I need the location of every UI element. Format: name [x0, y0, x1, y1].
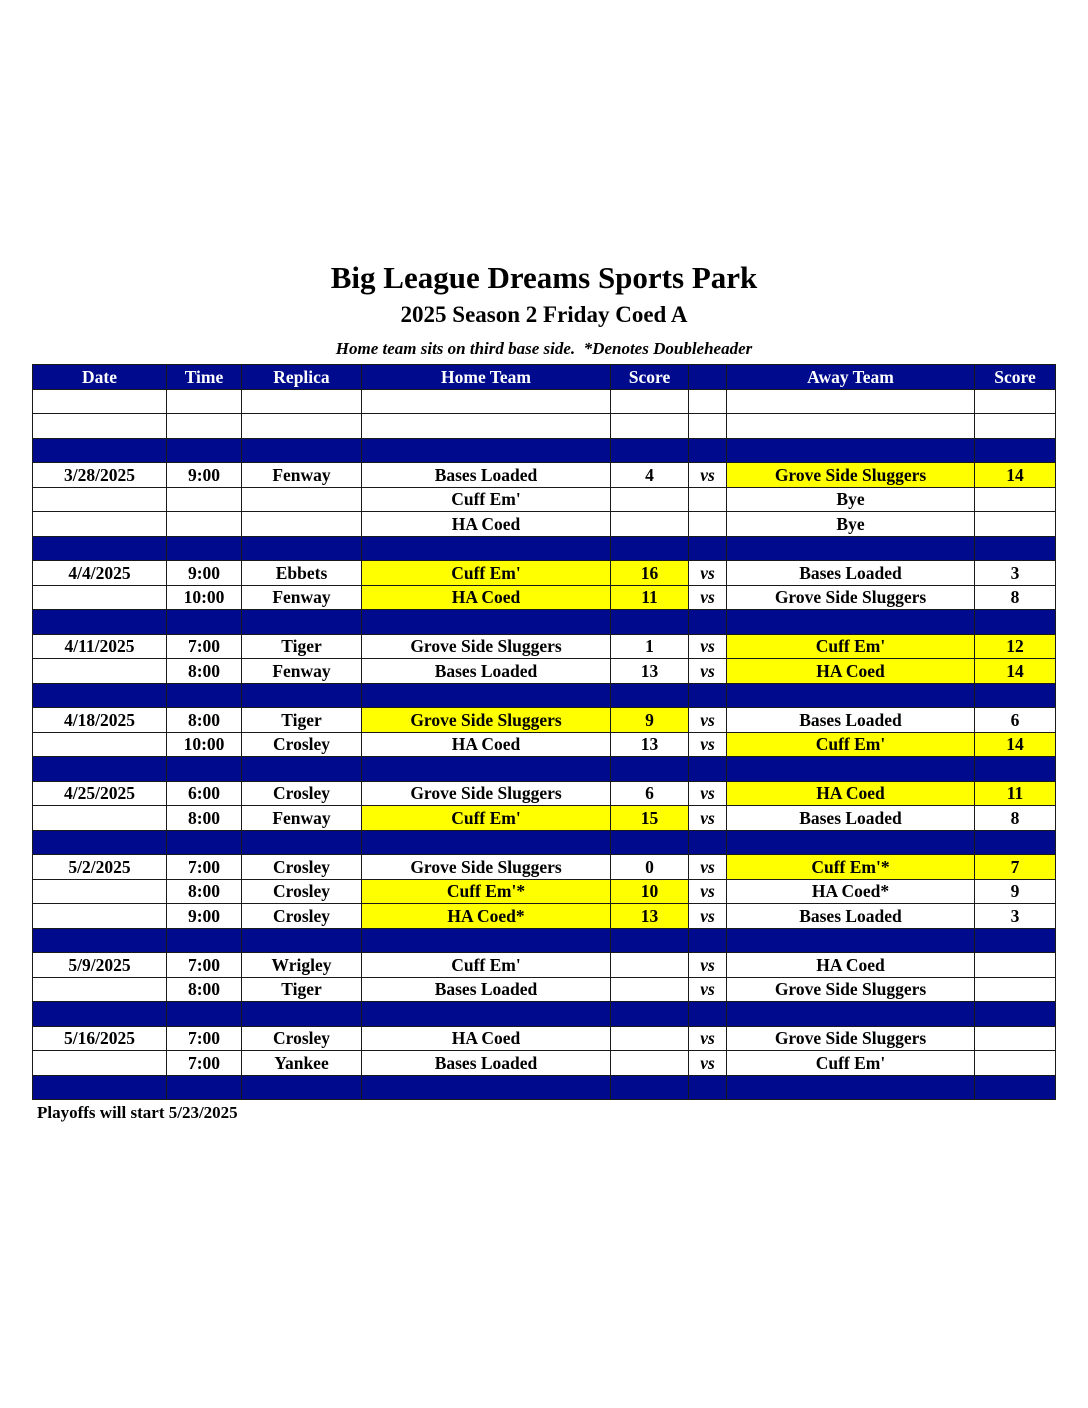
date-cell	[33, 414, 167, 439]
away-score-cell: 14	[975, 659, 1056, 684]
away-team-cell	[727, 928, 975, 953]
home-score-cell: 16	[611, 561, 689, 586]
date-cell: 5/2/2025	[33, 855, 167, 880]
home-score-cell	[611, 536, 689, 561]
time-cell	[167, 438, 242, 463]
away-score-cell: 12	[975, 634, 1056, 659]
time-cell	[167, 512, 242, 537]
replica-cell	[242, 928, 362, 953]
home-team-cell: HA Coed	[362, 732, 611, 757]
away-team-cell: Bye	[727, 512, 975, 537]
separator-row	[33, 610, 1056, 635]
home-team-cell: HA Coed*	[362, 904, 611, 929]
replica-cell	[242, 757, 362, 782]
away-score-cell	[975, 438, 1056, 463]
home-score-cell: 10	[611, 879, 689, 904]
home-team-cell	[362, 1075, 611, 1100]
time-cell: 9:00	[167, 904, 242, 929]
vs-cell: vs	[689, 732, 727, 757]
vs-cell: vs	[689, 659, 727, 684]
home-team-cell: Cuff Em'	[362, 953, 611, 978]
schedule-table	[32, 364, 1056, 1100]
vs-cell	[689, 928, 727, 953]
replica-cell: Crosley	[242, 732, 362, 757]
home-team-cell: Cuff Em'	[362, 487, 611, 512]
away-score-cell	[975, 1075, 1056, 1100]
away-team-cell	[727, 438, 975, 463]
vs-cell: vs	[689, 561, 727, 586]
replica-cell: Crosley	[242, 781, 362, 806]
table-row	[33, 904, 1056, 929]
vs-cell: vs	[689, 463, 727, 488]
date-cell	[33, 928, 167, 953]
replica-cell	[242, 438, 362, 463]
home-team-cell: Grove Side Sluggers	[362, 634, 611, 659]
home-team-cell: Cuff Em'	[362, 806, 611, 831]
home-team-cell: Grove Side Sluggers	[362, 855, 611, 880]
home-score-cell	[611, 1051, 689, 1076]
vs-cell: vs	[689, 634, 727, 659]
away-team-cell: Grove Side Sluggers	[727, 977, 975, 1002]
home-team-cell: Grove Side Sluggers	[362, 781, 611, 806]
table-row	[33, 634, 1056, 659]
vs-cell: vs	[689, 977, 727, 1002]
away-score-cell: 8	[975, 585, 1056, 610]
time-cell	[167, 928, 242, 953]
vs-cell	[689, 1002, 727, 1027]
replica-cell: Fenway	[242, 463, 362, 488]
vs-cell	[689, 512, 727, 537]
table-row	[33, 1051, 1056, 1076]
date-cell	[33, 1051, 167, 1076]
home-team-cell: Cuff Em'*	[362, 879, 611, 904]
vs-cell: vs	[689, 1026, 727, 1051]
home-team-cell: Bases Loaded	[362, 659, 611, 684]
away-score-cell: 14	[975, 732, 1056, 757]
vs-cell: vs	[689, 708, 727, 733]
away-team-cell: Cuff Em'	[727, 732, 975, 757]
date-cell	[33, 757, 167, 782]
home-score-cell	[611, 830, 689, 855]
time-cell: 9:00	[167, 463, 242, 488]
replica-cell	[242, 1075, 362, 1100]
home-score-cell	[611, 414, 689, 439]
home-score-cell: 4	[611, 463, 689, 488]
separator-row	[33, 757, 1056, 782]
table-row	[33, 463, 1056, 488]
home-team-cell: HA Coed	[362, 512, 611, 537]
home-score-cell: 15	[611, 806, 689, 831]
home-score-cell	[611, 1002, 689, 1027]
home-score-cell	[611, 438, 689, 463]
away-score-cell	[975, 487, 1056, 512]
replica-cell: Ebbets	[242, 561, 362, 586]
away-team-cell	[727, 610, 975, 635]
date-cell	[33, 585, 167, 610]
col-header-time: Time	[167, 365, 242, 390]
replica-cell: Yankee	[242, 1051, 362, 1076]
home-score-cell	[611, 1026, 689, 1051]
away-score-cell	[975, 1051, 1056, 1076]
away-score-cell: 9	[975, 879, 1056, 904]
away-team-cell	[727, 389, 975, 414]
separator-row	[33, 928, 1056, 953]
date-cell	[33, 683, 167, 708]
replica-cell	[242, 1002, 362, 1027]
away-team-cell: Bases Loaded	[727, 806, 975, 831]
away-score-cell	[975, 1002, 1056, 1027]
away-score-cell	[975, 830, 1056, 855]
time-cell: 10:00	[167, 585, 242, 610]
time-cell	[167, 389, 242, 414]
page-title: Big League Dreams Sports Park	[330, 260, 758, 295]
home-team-cell: HA Coed	[362, 585, 611, 610]
date-cell	[33, 659, 167, 684]
away-score-cell	[975, 683, 1056, 708]
table-row	[33, 781, 1056, 806]
home-score-cell: 13	[611, 732, 689, 757]
replica-cell	[242, 487, 362, 512]
date-cell: 5/9/2025	[33, 953, 167, 978]
date-cell	[33, 438, 167, 463]
date-cell	[33, 830, 167, 855]
away-team-cell	[727, 1075, 975, 1100]
away-team-cell	[727, 757, 975, 782]
home-team-cell	[362, 757, 611, 782]
separator-row	[33, 536, 1056, 561]
vs-cell: vs	[689, 879, 727, 904]
home-team-cell: Bases Loaded	[362, 1051, 611, 1076]
time-cell	[167, 757, 242, 782]
away-team-cell	[727, 536, 975, 561]
time-cell: 10:00	[167, 732, 242, 757]
vs-cell	[689, 610, 727, 635]
col-header-away-team: Away Team	[727, 365, 975, 390]
away-score-cell	[975, 928, 1056, 953]
home-score-cell	[611, 487, 689, 512]
home-team-cell: Bases Loaded	[362, 977, 611, 1002]
away-score-cell	[975, 953, 1056, 978]
vs-cell	[689, 683, 727, 708]
table-row	[33, 879, 1056, 904]
away-score-cell	[975, 1026, 1056, 1051]
home-score-cell: 11	[611, 585, 689, 610]
away-team-cell: Bases Loaded	[727, 561, 975, 586]
away-score-cell	[975, 512, 1056, 537]
away-score-cell	[975, 977, 1056, 1002]
time-cell	[167, 683, 242, 708]
away-team-cell: Grove Side Sluggers	[727, 585, 975, 610]
separator-row	[33, 830, 1056, 855]
home-team-cell	[362, 610, 611, 635]
date-cell	[33, 879, 167, 904]
date-cell	[33, 389, 167, 414]
time-cell: 7:00	[167, 1026, 242, 1051]
vs-cell: vs	[689, 855, 727, 880]
table-row	[33, 977, 1056, 1002]
table-row	[33, 487, 1056, 512]
date-cell	[33, 806, 167, 831]
blank-row	[33, 414, 1056, 439]
vs-cell	[689, 414, 727, 439]
home-score-cell	[611, 928, 689, 953]
replica-cell	[242, 536, 362, 561]
vs-cell	[689, 438, 727, 463]
away-score-cell: 14	[975, 463, 1056, 488]
table-row	[33, 585, 1056, 610]
col-header-date: Date	[33, 365, 167, 390]
away-score-cell	[975, 414, 1056, 439]
blank-row	[33, 389, 1056, 414]
away-team-cell: HA Coed	[727, 953, 975, 978]
date-cell	[33, 904, 167, 929]
time-cell: 8:00	[167, 879, 242, 904]
date-cell: 3/28/2025	[33, 463, 167, 488]
time-cell: 8:00	[167, 806, 242, 831]
time-cell: 7:00	[167, 855, 242, 880]
away-team-cell: HA Coed	[727, 659, 975, 684]
date-cell	[33, 1002, 167, 1027]
home-team-cell: Bases Loaded	[362, 463, 611, 488]
date-cell	[33, 487, 167, 512]
time-cell: 8:00	[167, 659, 242, 684]
date-cell	[33, 512, 167, 537]
time-cell: 7:00	[167, 1051, 242, 1076]
vs-cell: vs	[689, 806, 727, 831]
replica-cell	[242, 683, 362, 708]
separator-row	[33, 683, 1056, 708]
table-row	[33, 708, 1056, 733]
home-team-cell	[362, 928, 611, 953]
vs-cell: vs	[689, 781, 727, 806]
away-score-cell: 3	[975, 904, 1056, 929]
time-cell	[167, 1002, 242, 1027]
vs-cell	[689, 389, 727, 414]
home-score-cell: 6	[611, 781, 689, 806]
table-row	[33, 512, 1056, 537]
home-score-cell: 13	[611, 659, 689, 684]
date-cell: 5/16/2025	[33, 1026, 167, 1051]
replica-cell: Crosley	[242, 855, 362, 880]
vs-cell: vs	[689, 904, 727, 929]
away-team-cell: Grove Side Sluggers	[727, 1026, 975, 1051]
replica-cell: Fenway	[242, 806, 362, 831]
replica-cell: Crosley	[242, 879, 362, 904]
home-score-cell	[611, 953, 689, 978]
replica-cell: Crosley	[242, 1026, 362, 1051]
separator-row	[33, 1002, 1056, 1027]
replica-cell	[242, 414, 362, 439]
home-score-cell	[611, 977, 689, 1002]
schedule-note: Home team sits on third base side. *Denotes Doubleheader	[335, 339, 753, 358]
time-cell	[167, 610, 242, 635]
home-score-cell	[611, 1075, 689, 1100]
table-row	[33, 953, 1056, 978]
away-score-cell: 7	[975, 855, 1056, 880]
home-score-cell: 9	[611, 708, 689, 733]
time-cell: 6:00	[167, 781, 242, 806]
date-cell	[33, 610, 167, 635]
away-team-cell	[727, 830, 975, 855]
replica-cell	[242, 610, 362, 635]
time-cell	[167, 830, 242, 855]
time-cell: 8:00	[167, 977, 242, 1002]
vs-cell: vs	[689, 585, 727, 610]
vs-cell: vs	[689, 953, 727, 978]
home-team-cell	[362, 683, 611, 708]
date-cell: 4/18/2025	[33, 708, 167, 733]
replica-cell	[242, 389, 362, 414]
away-team-cell	[727, 683, 975, 708]
replica-cell: Fenway	[242, 659, 362, 684]
col-header-home-team: Home Team	[362, 365, 611, 390]
replica-cell: Crosley	[242, 904, 362, 929]
home-score-cell: 13	[611, 904, 689, 929]
away-score-cell	[975, 610, 1056, 635]
replica-cell: Tiger	[242, 708, 362, 733]
home-team-cell: HA Coed	[362, 1026, 611, 1051]
col-header-vs	[689, 365, 727, 390]
table-header-row	[33, 365, 1056, 390]
replica-cell: Tiger	[242, 634, 362, 659]
vs-cell: vs	[689, 1051, 727, 1076]
away-team-cell: HA Coed	[727, 781, 975, 806]
col-header-away-score: Score	[975, 365, 1056, 390]
vs-cell	[689, 536, 727, 561]
home-team-cell	[362, 438, 611, 463]
date-cell	[33, 1075, 167, 1100]
time-cell	[167, 536, 242, 561]
home-score-cell	[611, 610, 689, 635]
home-score-cell	[611, 683, 689, 708]
table-row	[33, 561, 1056, 586]
playoffs-note: Playoffs will start 5/23/2025	[37, 1103, 238, 1122]
date-cell	[33, 536, 167, 561]
away-score-cell	[975, 757, 1056, 782]
time-cell	[167, 414, 242, 439]
away-team-cell	[727, 1002, 975, 1027]
table-row	[33, 855, 1056, 880]
home-team-cell: Grove Side Sluggers	[362, 708, 611, 733]
time-cell	[167, 1075, 242, 1100]
time-cell: 7:00	[167, 634, 242, 659]
date-cell: 4/4/2025	[33, 561, 167, 586]
replica-cell: Wrigley	[242, 953, 362, 978]
away-score-cell: 3	[975, 561, 1056, 586]
time-cell: 9:00	[167, 561, 242, 586]
home-score-cell	[611, 389, 689, 414]
replica-cell: Tiger	[242, 977, 362, 1002]
replica-cell	[242, 512, 362, 537]
away-team-cell: Bases Loaded	[727, 708, 975, 733]
vs-cell	[689, 1075, 727, 1100]
separator-row	[33, 1075, 1056, 1100]
home-team-cell	[362, 1002, 611, 1027]
away-team-cell	[727, 414, 975, 439]
date-cell: 4/25/2025	[33, 781, 167, 806]
page-subtitle: 2025 Season 2 Friday Coed A	[400, 302, 688, 327]
col-header-replica: Replica	[242, 365, 362, 390]
away-score-cell: 11	[975, 781, 1056, 806]
table-row	[33, 806, 1056, 831]
table-row	[33, 1026, 1056, 1051]
away-score-cell: 8	[975, 806, 1056, 831]
home-team-cell	[362, 389, 611, 414]
away-team-cell: Bye	[727, 487, 975, 512]
home-score-cell: 1	[611, 634, 689, 659]
away-score-cell	[975, 389, 1056, 414]
date-cell	[33, 732, 167, 757]
home-team-cell	[362, 414, 611, 439]
table-row	[33, 659, 1056, 684]
vs-cell	[689, 757, 727, 782]
away-team-cell: Bases Loaded	[727, 904, 975, 929]
separator-row	[33, 438, 1056, 463]
col-header-home-score: Score	[611, 365, 689, 390]
table-row	[33, 732, 1056, 757]
away-score-cell	[975, 536, 1056, 561]
home-team-cell	[362, 536, 611, 561]
away-team-cell: Cuff Em'	[727, 634, 975, 659]
home-score-cell	[611, 512, 689, 537]
away-team-cell: Grove Side Sluggers	[727, 463, 975, 488]
away-team-cell: HA Coed*	[727, 879, 975, 904]
replica-cell: Fenway	[242, 585, 362, 610]
date-cell	[33, 977, 167, 1002]
schedule-body	[33, 389, 1056, 1100]
home-team-cell	[362, 830, 611, 855]
vs-cell	[689, 830, 727, 855]
time-cell	[167, 487, 242, 512]
date-cell: 4/11/2025	[33, 634, 167, 659]
time-cell: 7:00	[167, 953, 242, 978]
time-cell: 8:00	[167, 708, 242, 733]
replica-cell	[242, 830, 362, 855]
home-team-cell: Cuff Em'	[362, 561, 611, 586]
home-score-cell: 0	[611, 855, 689, 880]
home-score-cell	[611, 757, 689, 782]
away-score-cell: 6	[975, 708, 1056, 733]
away-team-cell: Cuff Em'	[727, 1051, 975, 1076]
vs-cell	[689, 487, 727, 512]
away-team-cell: Cuff Em'*	[727, 855, 975, 880]
